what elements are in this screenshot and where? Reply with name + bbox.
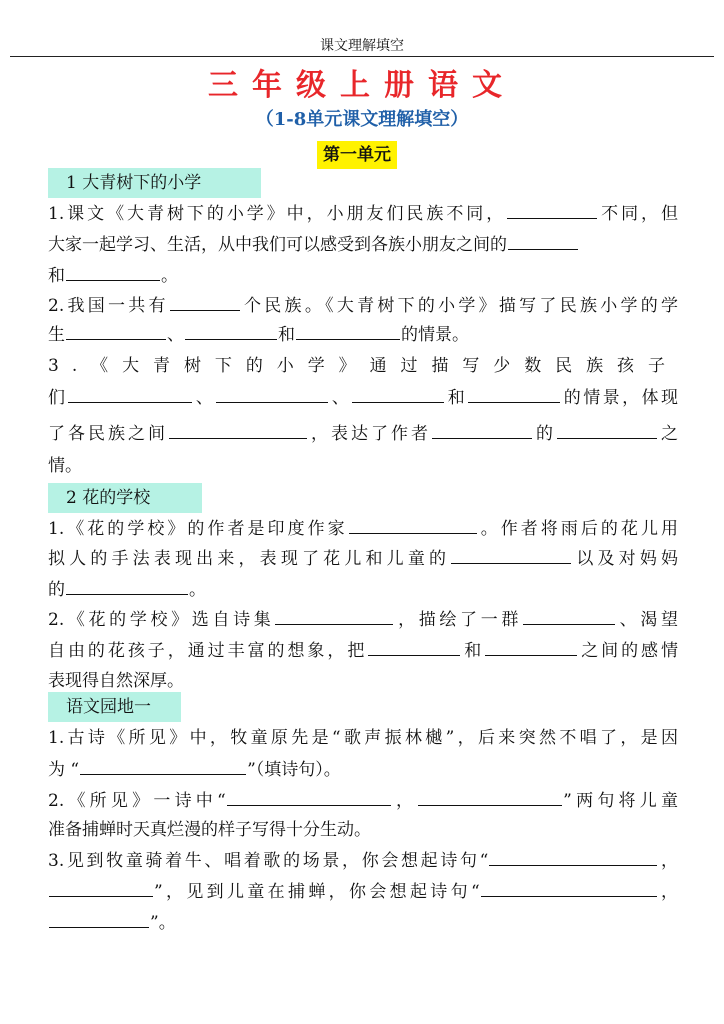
fill-blank[interactable] xyxy=(489,845,657,866)
question-text: 2.《所见》一诗中“ xyxy=(48,791,226,811)
fill-blank[interactable] xyxy=(68,382,192,403)
question-text: 表现得自然深厚。 xyxy=(48,671,184,691)
fill-blank[interactable] xyxy=(170,290,240,311)
question-text: 自由的花孩子，通过丰富的想象，把 xyxy=(48,641,368,661)
question-text: ”，见到儿童在捕蝉，你会想起诗句“ xyxy=(154,882,480,902)
fill-blank[interactable] xyxy=(432,418,532,439)
fill-blank[interactable] xyxy=(523,604,615,625)
question-text: ，描绘了一群 xyxy=(394,610,523,630)
question-text: 的 xyxy=(48,580,65,600)
fill-blank[interactable] xyxy=(227,785,391,806)
question-text: 和 xyxy=(461,641,485,661)
question-line xyxy=(48,260,678,292)
fill-blank[interactable] xyxy=(451,543,571,564)
section-heading-1: 1 大青树下的小学 xyxy=(48,168,261,198)
fill-blank[interactable] xyxy=(80,754,246,775)
question-line xyxy=(48,604,678,636)
question-line xyxy=(48,319,678,351)
fill-blank[interactable] xyxy=(368,635,460,656)
question-line xyxy=(48,845,678,877)
question-text: 以及对妈妈 xyxy=(572,549,679,569)
question-text: 生 xyxy=(48,325,65,345)
question-text: ”（填诗句）。 xyxy=(247,760,341,780)
question-text: ， xyxy=(391,791,418,811)
question-text: 了各民族之间 xyxy=(48,424,168,444)
question-text: 为 “ xyxy=(48,760,80,780)
question-text: 、渴望 xyxy=(616,610,678,630)
question-text: 和 xyxy=(48,266,65,286)
question-text: 个民族。《大青树下的小学》描写了民族小学的学 xyxy=(240,296,678,316)
question-line xyxy=(48,574,678,606)
question-text: 2.我国一共有 xyxy=(48,296,169,316)
question-text: 、 xyxy=(167,325,184,345)
question-line xyxy=(48,418,678,450)
question-text: 情。 xyxy=(48,456,82,476)
question-line xyxy=(48,785,678,817)
question-text: ”两句将儿童 xyxy=(563,791,678,811)
question-text: 。作者将雨后的花儿用 xyxy=(477,519,678,539)
fill-blank[interactable] xyxy=(557,418,657,439)
question-text: ， xyxy=(657,882,679,902)
fill-blank[interactable] xyxy=(508,229,578,250)
fill-blank[interactable] xyxy=(185,319,277,340)
question-line xyxy=(48,814,678,846)
question-text: 1.《花的学校》的作者是印度作家 xyxy=(48,519,348,539)
fill-blank[interactable] xyxy=(352,382,444,403)
fill-blank[interactable] xyxy=(485,635,577,656)
question-line xyxy=(48,635,678,667)
fill-blank[interactable] xyxy=(66,319,166,340)
page-title: 三年级上册语文 xyxy=(208,68,516,103)
fill-blank[interactable] xyxy=(481,876,657,897)
question-text: ”。 xyxy=(150,913,176,933)
section-heading-2: 2 花的学校 xyxy=(48,483,202,513)
fill-blank[interactable] xyxy=(275,604,393,625)
question-line xyxy=(48,513,678,545)
question-line xyxy=(48,876,678,908)
question-line xyxy=(48,450,678,482)
question-text: 。 xyxy=(161,266,178,286)
question-text: 3.见到牧童骑着牛、唱着歌的场景，你会想起诗句“ xyxy=(48,851,489,871)
question-text: 和 xyxy=(445,388,468,408)
question-line xyxy=(48,290,678,322)
question-text: ，表达了作者 xyxy=(308,424,431,444)
page-subtitle: （1-8单元课文理解填空） xyxy=(255,109,469,130)
question-line xyxy=(48,229,678,261)
question-line xyxy=(48,754,678,786)
fill-blank[interactable] xyxy=(468,382,560,403)
fill-blank[interactable] xyxy=(49,907,149,928)
question-text: 。 xyxy=(189,580,206,600)
question-text: 准备捕蝉时天真烂漫的样子写得十分生动。 xyxy=(48,820,371,840)
question-line xyxy=(48,382,678,414)
question-line xyxy=(48,198,678,230)
question-text: 大家一起学习、生活，从中我们可以感受到各族小朋友之间的 xyxy=(48,235,507,255)
question-text: 2.《花的学校》选自诗集 xyxy=(48,610,275,630)
question-text: 们 xyxy=(48,388,68,408)
question-line xyxy=(48,722,678,754)
unit-label: 第一单元 xyxy=(317,141,397,169)
question-text: ， xyxy=(658,851,678,871)
question-text: 、 xyxy=(329,388,352,408)
fill-blank[interactable] xyxy=(49,876,153,897)
fill-blank[interactable] xyxy=(169,418,307,439)
fill-blank[interactable] xyxy=(418,785,562,806)
fill-blank[interactable] xyxy=(296,319,400,340)
question-line xyxy=(48,543,678,575)
question-text: 拟人的手法表现出来，表现了花儿和儿童的 xyxy=(48,549,451,569)
fill-blank[interactable] xyxy=(66,574,188,595)
question-text: 的情景，体现 xyxy=(561,388,679,408)
question-line xyxy=(48,907,678,939)
question-text: 的 xyxy=(533,424,556,444)
question-text: 、 xyxy=(193,388,216,408)
question-line xyxy=(48,350,678,382)
question-text: 之间的感情 xyxy=(578,641,679,661)
fill-blank[interactable] xyxy=(349,513,477,534)
question-text: 和 xyxy=(278,325,295,345)
question-text: 不同，但 xyxy=(598,204,679,224)
question-text: 之 xyxy=(658,424,678,444)
fill-blank[interactable] xyxy=(216,382,328,403)
fill-blank[interactable] xyxy=(66,260,160,281)
question-text: 1.古诗《所见》中，牧童原先是“歌声振林樾”，后来突然不唱了，是因 xyxy=(48,728,678,748)
question-text: 1.课文《大青树下的小学》中，小朋友们民族不同， xyxy=(48,204,507,224)
section-heading-3: 语文园地一 xyxy=(48,692,181,722)
page-header: 课文理解填空 xyxy=(10,36,714,57)
question-text: 3.《大青树下的小学》通过描写少数民族孩子 xyxy=(48,356,678,376)
fill-blank[interactable] xyxy=(507,198,597,219)
question-text: 的情景。 xyxy=(401,325,469,345)
